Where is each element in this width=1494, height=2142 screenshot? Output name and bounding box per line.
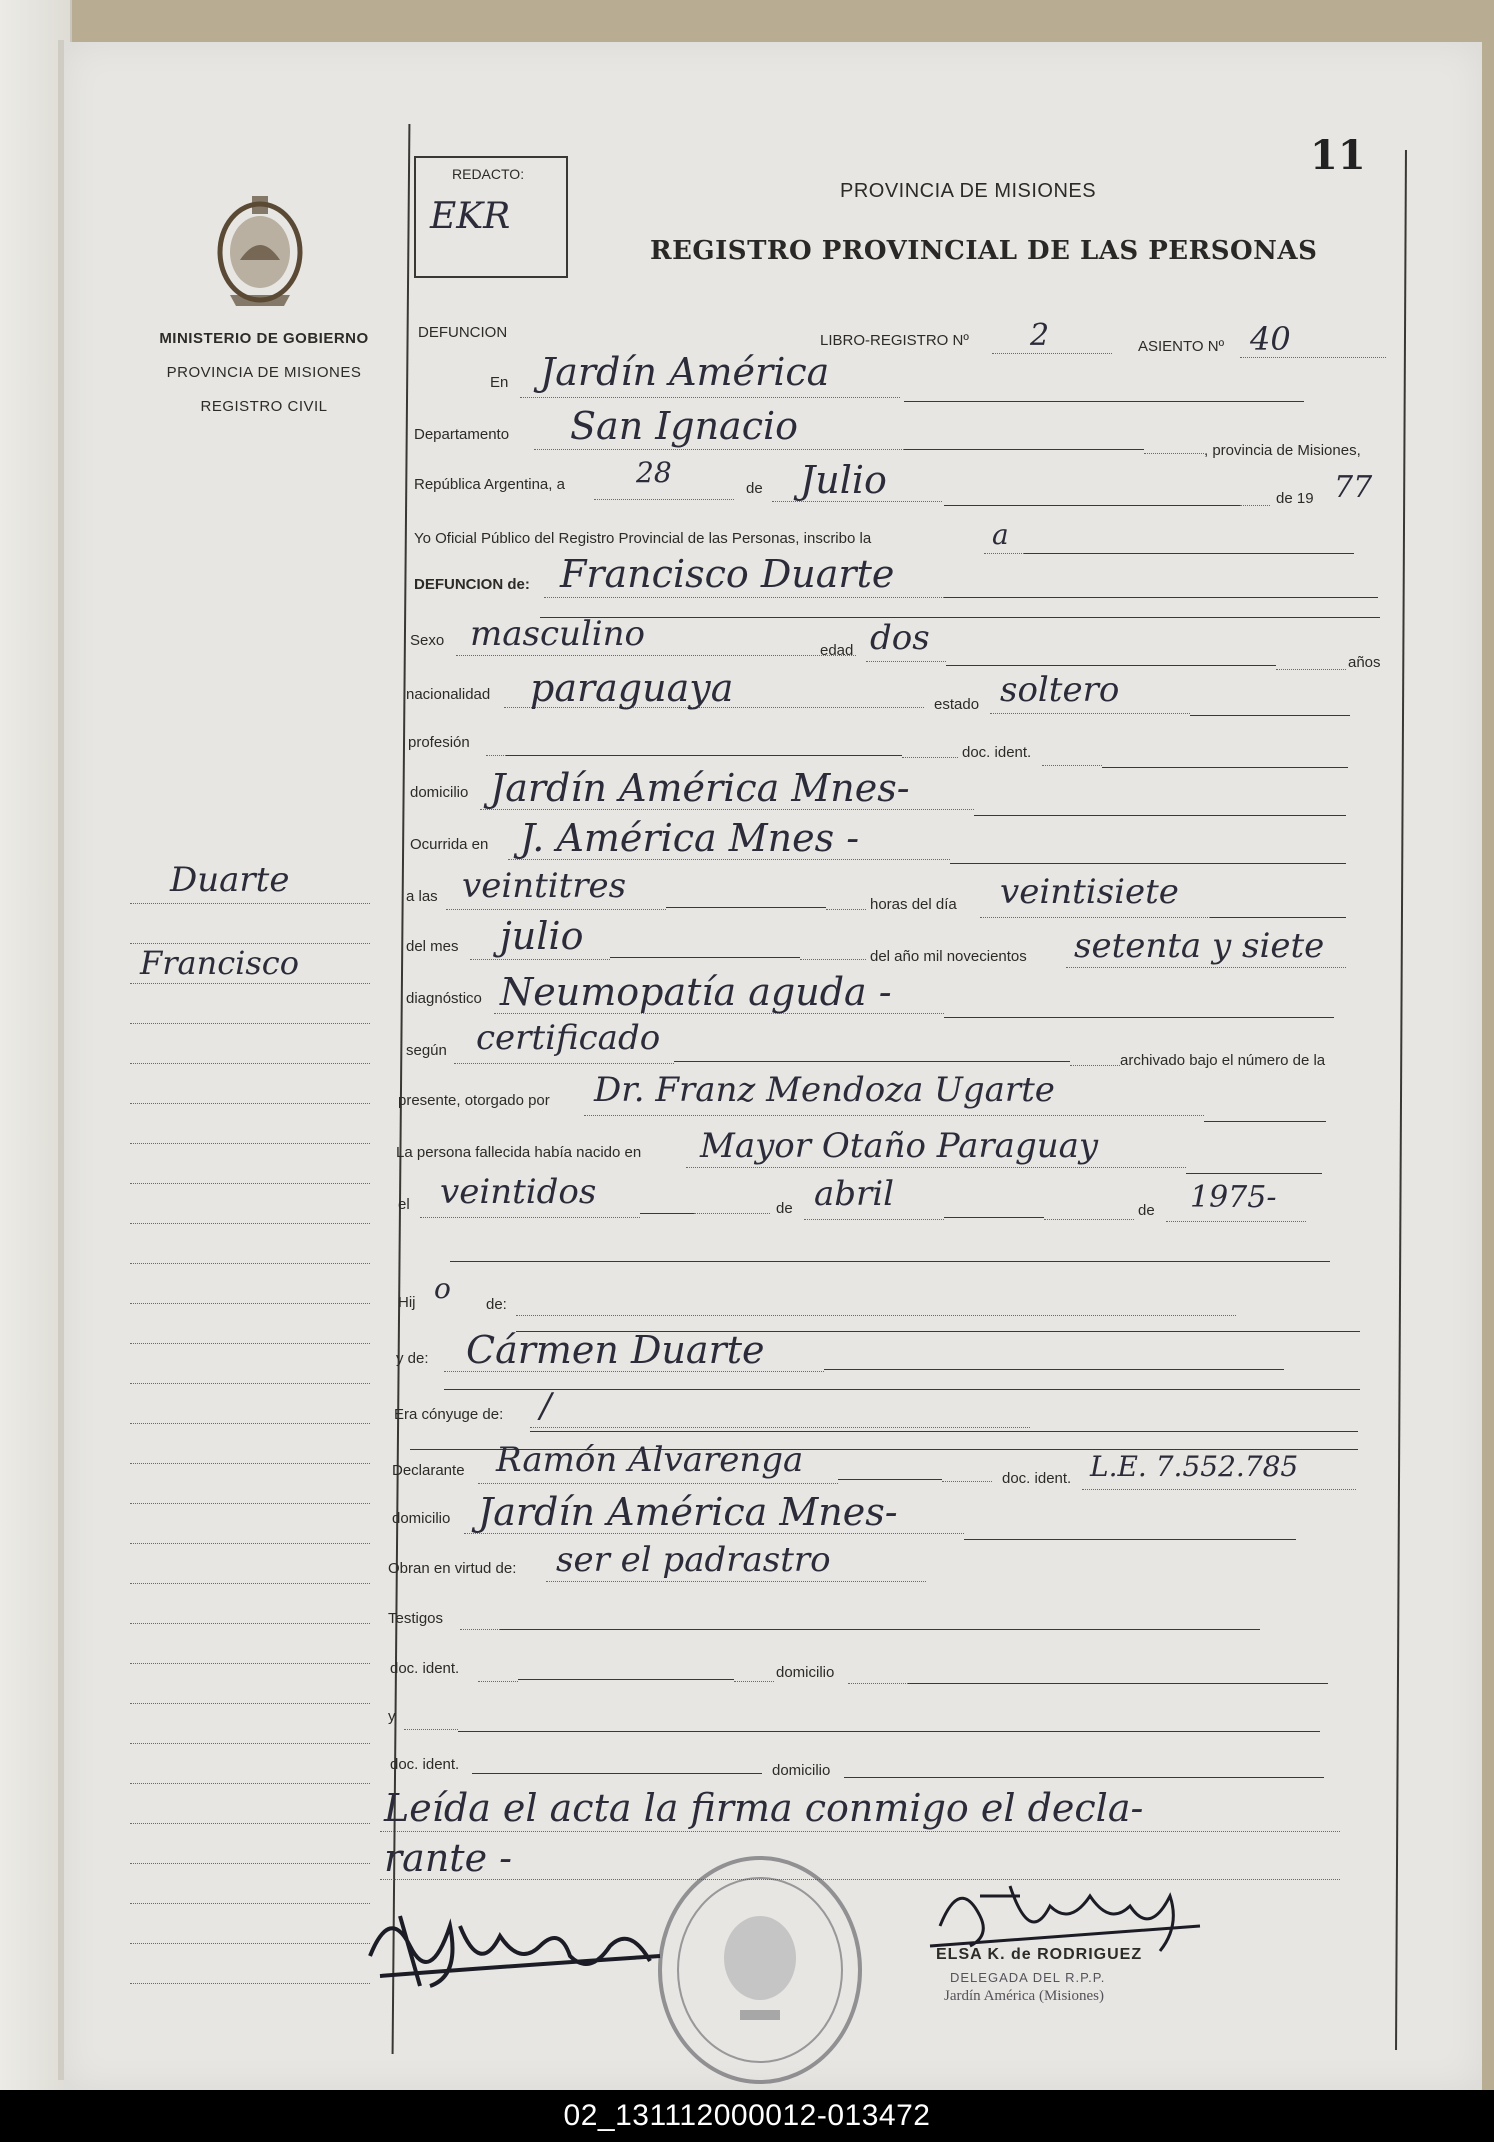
asiento-label: ASIENTO Nº	[1138, 338, 1225, 355]
field-line	[450, 1260, 1330, 1262]
delmes-value: julio	[500, 914, 584, 958]
doc-ident-label: doc. ident.	[962, 744, 1032, 761]
domicilio4-label: domicilio	[772, 1762, 831, 1779]
field-line	[694, 1212, 770, 1214]
estado-label: estado	[934, 696, 980, 713]
margin-line	[130, 1622, 370, 1624]
field-line	[460, 1628, 500, 1630]
field-line	[1042, 764, 1102, 766]
field-line	[686, 1166, 1186, 1168]
edad-value: dos	[870, 618, 930, 658]
margin-line	[130, 1022, 370, 1024]
margin-line	[130, 1942, 370, 1944]
asiento-value: 40	[1250, 320, 1291, 358]
file-id: 02_131112000012-013472	[563, 2099, 931, 2132]
margin-line	[130, 982, 370, 984]
hij-value: o	[434, 1272, 451, 1305]
official-title: DELEGADA DEL R.P.P.	[950, 1970, 1106, 1985]
yde-value: Cármen Duarte	[466, 1328, 765, 1372]
presente-label: presente, otorgado por	[398, 1092, 550, 1109]
docident3-label: doc. ident.	[390, 1756, 460, 1773]
field-line	[458, 1730, 1320, 1732]
field-line	[520, 396, 900, 398]
inscribo-value: a	[992, 518, 1009, 551]
obran-value: ser el padrastro	[556, 1540, 831, 1580]
field-line	[594, 498, 734, 500]
margin-line	[130, 1462, 370, 1464]
field-line	[904, 448, 1144, 450]
field-line	[944, 1216, 1044, 1218]
field-line	[584, 1114, 1204, 1116]
segun-label: según	[406, 1042, 447, 1059]
official-name: ELSA K. de RODRIGUEZ	[936, 1946, 1143, 1963]
field-line	[964, 1538, 1296, 1540]
margin-given-name: Francisco	[140, 944, 299, 982]
field-line	[734, 1680, 774, 1682]
official-signature-icon	[920, 1866, 1210, 1956]
margin-line	[130, 1182, 370, 1184]
field-line	[848, 1682, 908, 1684]
redacto-value: EKR	[430, 196, 511, 237]
field-line	[1210, 916, 1346, 918]
de3-label: de	[1138, 1202, 1155, 1219]
domicilio-value: Jardín América Mnes-	[490, 766, 910, 810]
official-place: Jardín América (Misiones)	[944, 1988, 1104, 2004]
field-line	[404, 1728, 458, 1730]
field-line	[824, 1368, 1284, 1370]
file-id-bar	[0, 2090, 1494, 2142]
field-line	[674, 1060, 1070, 1062]
field-line	[472, 1772, 762, 1774]
margin-surname: Duarte	[170, 860, 290, 900]
profesion-label: profesión	[408, 734, 470, 751]
field-line	[518, 1678, 734, 1680]
delmes-label: del mes	[406, 938, 459, 955]
ministry-line2: PROVINCIA DE MISIONES	[166, 364, 362, 381]
field-line	[974, 814, 1346, 816]
margin-line	[130, 1382, 370, 1384]
field-line	[1044, 1218, 1134, 1220]
el-label: el	[398, 1196, 410, 1213]
field-line	[500, 1628, 1260, 1630]
margin-line	[130, 1902, 370, 1904]
province-title: PROVINCIA DE MISIONES	[840, 180, 1097, 202]
field-line	[1190, 714, 1350, 716]
field-line	[1144, 452, 1204, 454]
field-line	[380, 1830, 1340, 1832]
horas-value: veintisiete	[1000, 872, 1179, 912]
en-value: Jardín América	[540, 350, 830, 394]
closing-line2: rante -	[384, 1836, 512, 1880]
hij-label: Hij	[398, 1294, 416, 1311]
field-line	[1066, 966, 1346, 968]
declarante-doc-label: doc. ident.	[1002, 1470, 1072, 1487]
year-prefix: de 19	[1276, 490, 1314, 507]
field-line	[1024, 552, 1354, 554]
defuncion-de-label: DEFUNCION de:	[414, 576, 530, 593]
margin-line	[130, 1862, 370, 1864]
field-line	[904, 400, 1304, 402]
field-line	[946, 664, 1276, 666]
field-line	[444, 1388, 1360, 1390]
field-line	[1240, 504, 1270, 506]
field-line	[530, 1430, 1358, 1432]
coat-of-arms-icon	[210, 190, 310, 310]
field-line	[844, 1776, 1324, 1778]
margin-line	[130, 942, 370, 944]
field-line	[478, 1680, 518, 1682]
field-line	[1070, 1064, 1120, 1066]
field-line	[942, 1480, 992, 1482]
obran-label: Obran en virtud de:	[388, 1560, 517, 1577]
ministry-line3: REGISTRO CIVIL	[200, 398, 328, 415]
margin-line	[130, 1782, 370, 1784]
nacionalidad-value: paraguaya	[530, 666, 734, 710]
field-line	[486, 754, 506, 756]
margin-line	[130, 1582, 370, 1584]
republica-label: República Argentina, a	[414, 476, 565, 493]
margin-line	[130, 1302, 370, 1304]
anos-label: años	[1348, 654, 1381, 671]
field-line	[544, 596, 944, 598]
field-line	[944, 504, 1240, 506]
margin-line	[130, 1982, 370, 1984]
margin-line	[130, 1822, 370, 1824]
field-line	[990, 712, 1190, 714]
margin-line	[130, 1222, 370, 1224]
defuncion-title: DEFUNCION	[418, 324, 508, 341]
declarante-value: Ramón Alvarenga	[496, 1440, 804, 1480]
margin-line	[130, 1502, 370, 1504]
field-line	[984, 552, 1024, 554]
declarante-doc-value: L.E. 7.552.785	[1090, 1450, 1299, 1483]
field-line	[540, 616, 1380, 618]
registry-title: REGISTRO PROVINCIAL DE LAS PERSONAS	[650, 236, 1318, 266]
closing-line1: Leída el acta la firma conmigo el decla-	[384, 1786, 1144, 1830]
y-label: y	[388, 1708, 396, 1725]
field-line	[1102, 766, 1348, 768]
diagnostico-label: diagnóstico	[406, 990, 482, 1007]
departamento-value: San Ignacio	[570, 404, 799, 448]
de2-label: de	[776, 1200, 793, 1217]
libro-value: 2	[1030, 318, 1050, 353]
registry-seal-icon	[650, 1850, 870, 2090]
domicilio2-label: domicilio	[392, 1510, 451, 1527]
yde-label: y de:	[396, 1350, 429, 1367]
field-line	[992, 352, 1112, 354]
ocurrida-value: J. América Mnes -	[520, 816, 860, 860]
field-line	[666, 906, 826, 908]
ministry-line1: MINISTERIO DE GOBIERNO	[159, 330, 369, 347]
day-value: 28	[636, 456, 672, 489]
field-line	[980, 916, 1210, 918]
field-line	[826, 908, 866, 910]
margin-line	[130, 1742, 370, 1744]
field-line	[838, 1478, 942, 1480]
margin-line	[130, 1542, 370, 1544]
field-line	[516, 1314, 1236, 1316]
testigos-label: Testigos	[388, 1610, 444, 1627]
field-line	[1082, 1488, 1356, 1490]
conyuge-label: Era cónyuge de:	[394, 1406, 504, 1423]
horas-label: horas del día	[870, 896, 957, 913]
domicilio-label: domicilio	[410, 784, 469, 801]
docident2-label: doc. ident.	[390, 1660, 460, 1677]
departamento-label: Departamento	[414, 426, 510, 443]
conyuge-value: /	[540, 1386, 552, 1426]
archivado-label: archivado bajo el número de la	[1120, 1052, 1326, 1069]
field-line	[534, 448, 904, 450]
margin-line	[130, 1422, 370, 1424]
field-line	[944, 1016, 1334, 1018]
field-line	[446, 908, 666, 910]
field-line	[640, 1212, 694, 1214]
diagnostico-value: Neumopatía aguda -	[500, 970, 892, 1014]
field-line	[944, 596, 1378, 598]
field-line	[950, 862, 1346, 864]
edad-label: edad	[820, 642, 854, 659]
estado-value: soltero	[1000, 670, 1120, 710]
margin-line	[130, 1702, 370, 1704]
yo-oficial-text: Yo Oficial Público del Registro Provincial de las Personas, inscribo la	[414, 530, 872, 547]
field-line	[420, 1216, 640, 1218]
margin-line	[130, 1062, 370, 1064]
en-label: En	[490, 374, 509, 391]
margin-line	[130, 1662, 370, 1664]
margin-line	[130, 1142, 370, 1144]
alas-value: veintitres	[462, 866, 627, 906]
nacionalidad-label: nacionalidad	[406, 686, 491, 703]
field-line	[908, 1682, 1328, 1684]
declarante-signature-icon	[360, 1886, 680, 1996]
field-line	[1204, 1120, 1326, 1122]
defuncion-de-value: Francisco Duarte	[560, 552, 895, 596]
year-value: 77	[1334, 470, 1373, 505]
field-line	[1276, 668, 1346, 670]
margin-line	[130, 1262, 370, 1264]
margin-line	[130, 902, 370, 904]
libro-label: LIBRO-REGISTRO Nº	[820, 332, 969, 349]
field-line	[530, 1426, 1030, 1428]
field-line	[902, 756, 958, 758]
field-line	[454, 1062, 674, 1064]
presente-value: Dr. Franz Mendoza Ugarte	[594, 1070, 1055, 1110]
field-line	[610, 956, 800, 958]
margin-line	[130, 1342, 370, 1344]
domicilio2-value: Jardín América Mnes-	[478, 1490, 898, 1534]
provincia-suffix: , provincia de Misiones,	[1204, 442, 1361, 459]
hij-de-label: de:	[486, 1296, 507, 1313]
field-line	[456, 654, 856, 656]
de2-value: abril	[814, 1174, 895, 1214]
field-line	[546, 1580, 926, 1582]
margin-line	[130, 1102, 370, 1104]
delano-value: setenta y siete	[1074, 926, 1325, 966]
field-line	[470, 958, 610, 960]
field-line	[1186, 1172, 1322, 1174]
alas-label: a las	[406, 888, 438, 905]
de-label: de	[746, 480, 763, 497]
field-line	[804, 1218, 944, 1220]
ocurrida-label: Ocurrida en	[410, 836, 489, 853]
segun-value: certificado	[476, 1018, 661, 1058]
nacido-label: La persona fallecida había nacido en	[396, 1144, 642, 1161]
field-line	[800, 958, 866, 960]
field-line	[866, 660, 946, 662]
declarante-label: Declarante	[392, 1462, 465, 1479]
field-line	[478, 1482, 838, 1484]
nacido-value: Mayor Otaño Paraguay	[700, 1126, 1099, 1166]
field-line	[1166, 1220, 1306, 1222]
domicilio3-label: domicilio	[776, 1664, 835, 1681]
sexo-value: masculino	[470, 614, 646, 654]
month-value: Julio	[800, 458, 887, 502]
redacto-label: REDACTO:	[452, 166, 525, 182]
de3-value: 1975-	[1190, 1180, 1277, 1215]
redacto-box	[414, 156, 568, 278]
delano-label: del año mil novecientos	[870, 948, 1027, 965]
page-number: 11	[1310, 132, 1366, 179]
sexo-label: Sexo	[410, 632, 445, 649]
el-value: veintidos	[440, 1172, 597, 1212]
field-line	[506, 754, 902, 756]
